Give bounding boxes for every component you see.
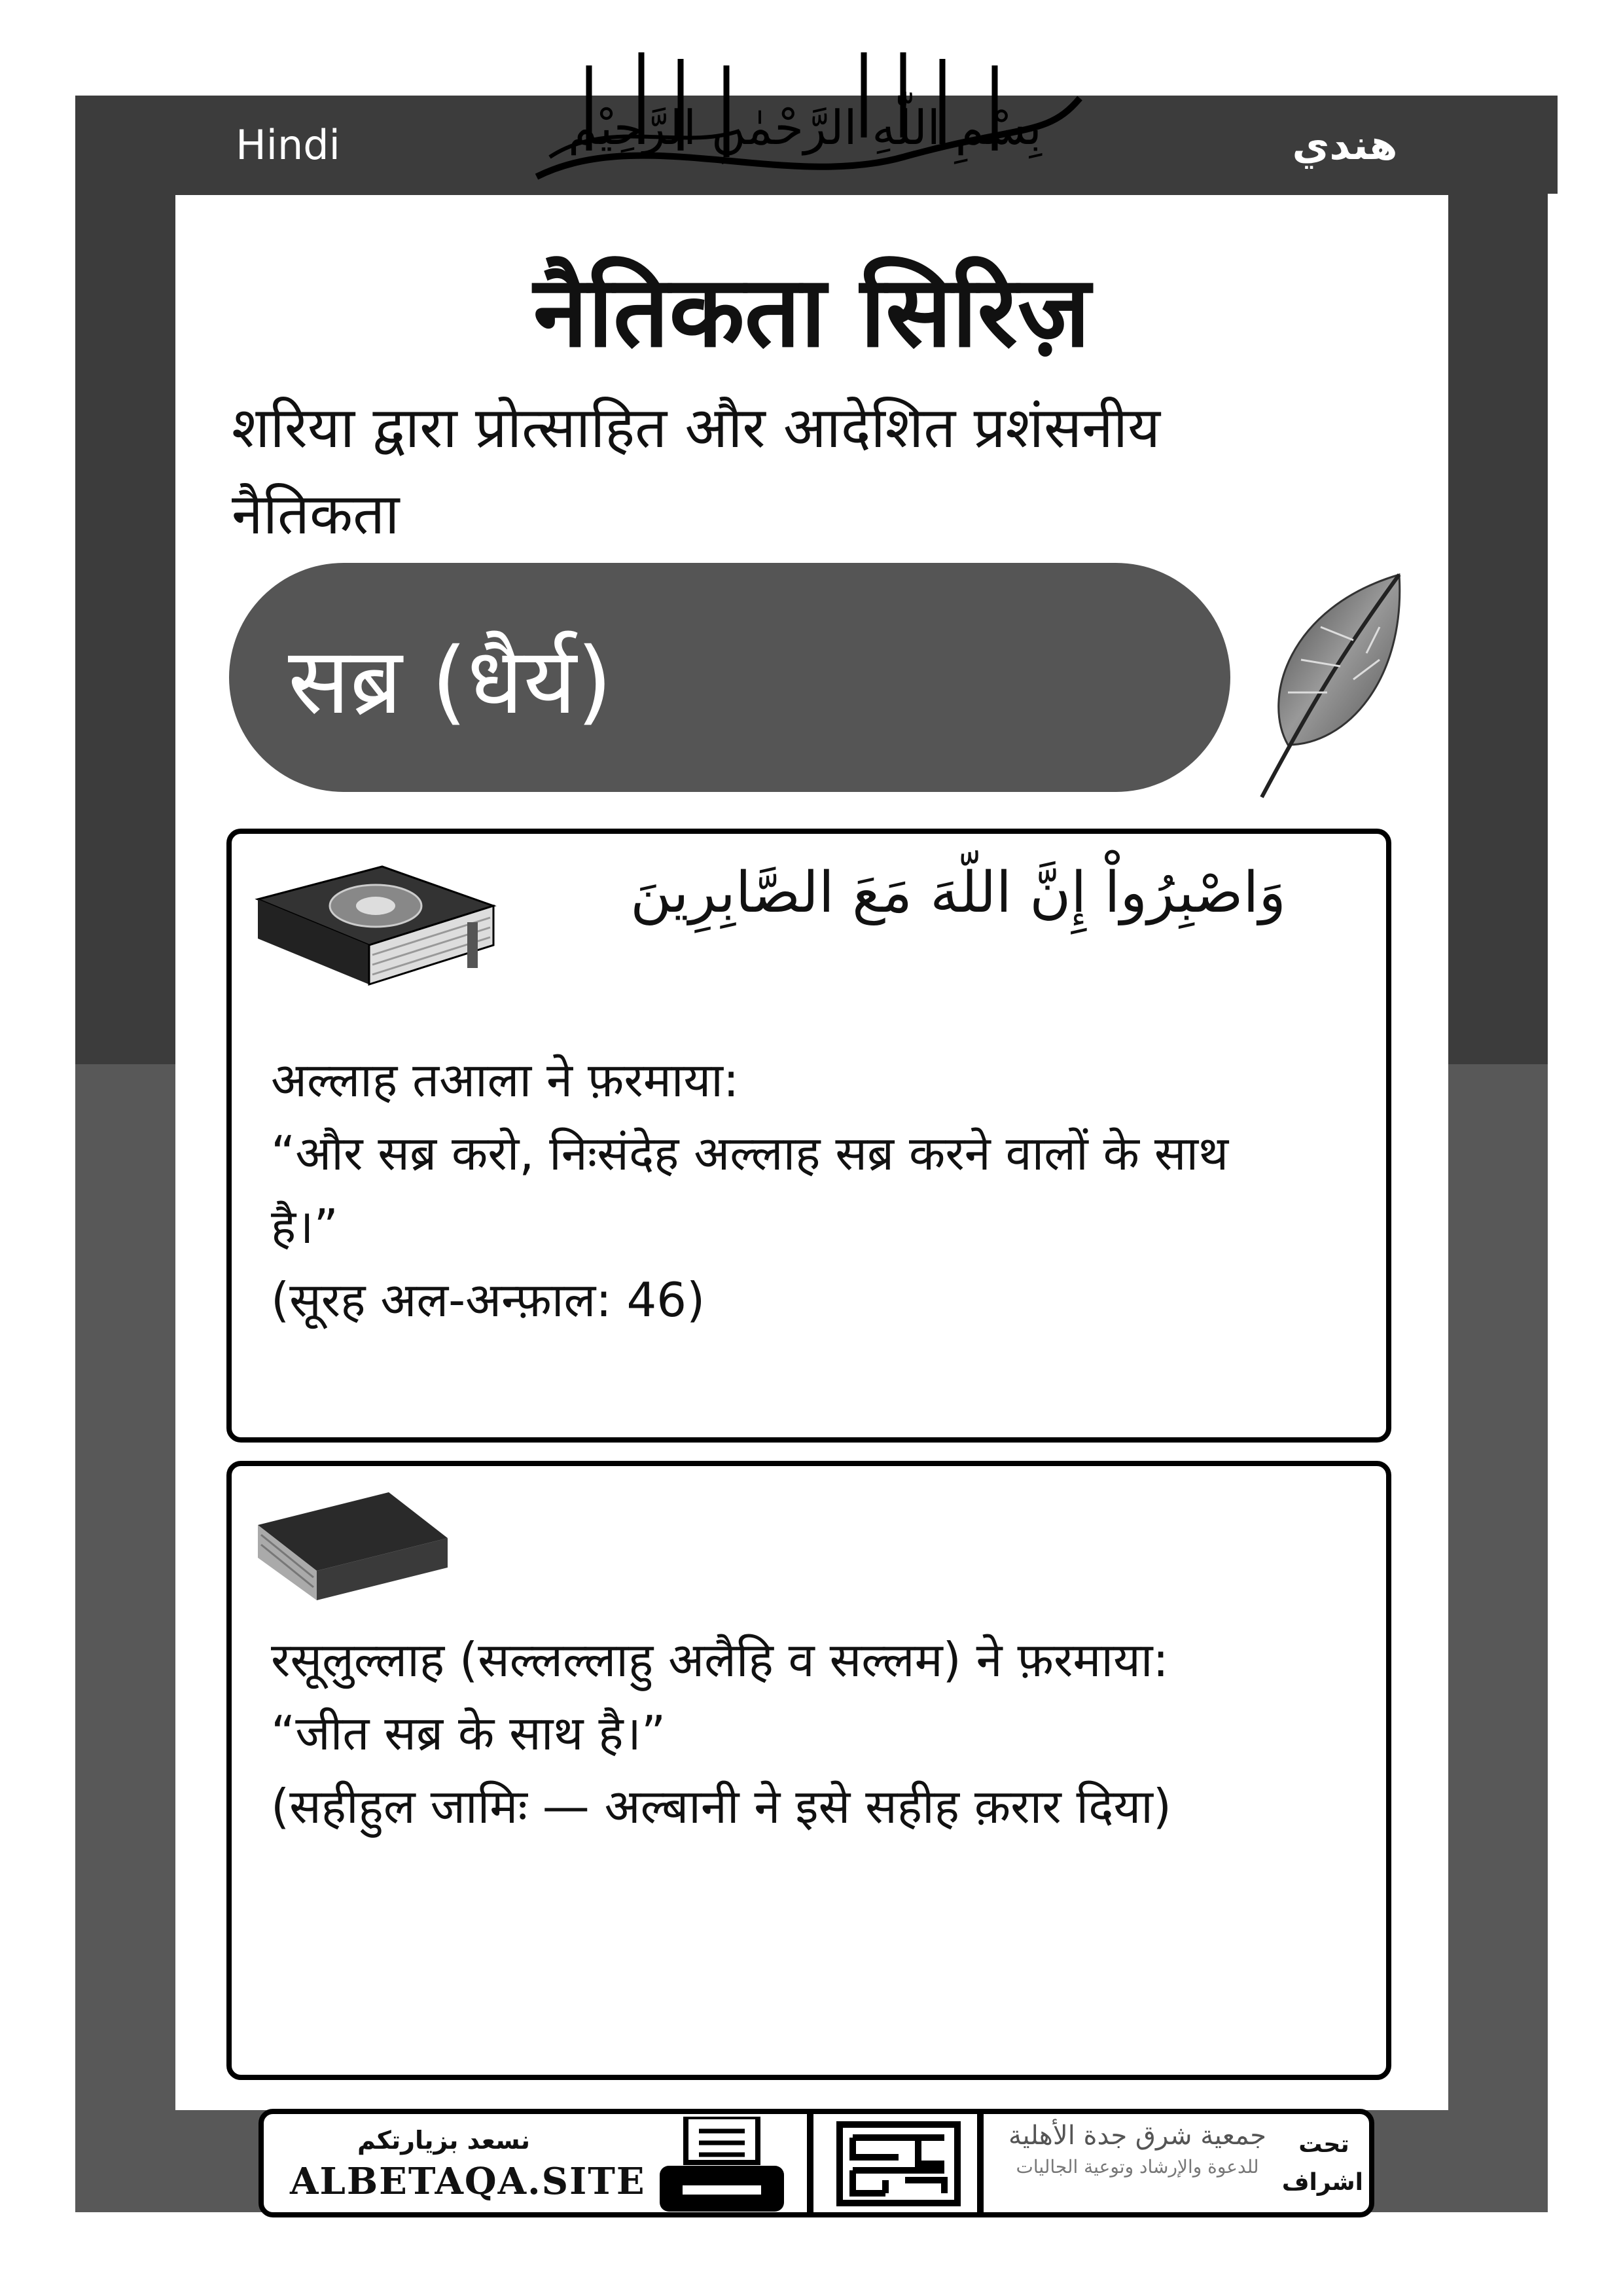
basmala-calligraphy [510,26,1099,209]
supervision-label [1281,2126,1363,2202]
hadith-reference: (सहीहुल जामिः — अल्बानी ने इसे सहीह क़रार दिया) [271,1779,1171,1834]
quran-verse-box [226,829,1391,1443]
subtitle-line-1: शरिया द्वारा प्रोत्साहित और आदेशित प्रशंसनीय [232,395,1161,461]
topic-banner [229,563,1230,792]
subtitle-line-2: नैतिकता [232,482,400,547]
hadith-intro: रसूलुल्लाह (सल्लल्लाहु अलैहि व सल्लम) ने फ़रमाया: [271,1632,1169,1687]
verse-translation [271,1043,1357,1336]
leaf-icon [1249,568,1412,810]
page-title: नैतिकता सिरिज़ [533,255,1091,369]
content-page [175,195,1448,2110]
basmala-text: بِسْمِ اللّٰهِ الرَّحْمٰنِ الرَّحِيْمِ [568,100,1042,155]
verse-reference: (सूरह अल-अन्फ़ाल: 46) [271,1272,705,1327]
hadith-quote: “जीत सब्र के साथ है।” [271,1706,666,1761]
verse-quote-line-1: “और सब्र करो, निःसंदेह अल्लाह सब्र करने वालों के साथ [271,1126,1229,1181]
topic-title: सब्र (धैर्य) [288,628,613,735]
hadith-box [226,1461,1391,2080]
page-subtitle [232,385,1410,558]
supervision-label-1: تحت [1298,2131,1349,2158]
association-name: جمعية شرق جدة الأهلية [1008,2121,1266,2151]
language-tab-arabic: هندي [1132,96,1558,194]
footer-site-link[interactable]: ALBETAQA.SITE [290,2160,646,2203]
arabic-verse: وَاصْبِرُواْ إِنَّ اللّهَ مَعَ الصَّابِرِينَ [630,860,1286,925]
hadith-text [271,1623,1357,1843]
footer-divider [807,2114,813,2212]
dawah-logo-icon [833,2118,964,2210]
verse-quote-line-2: है।” [271,1199,338,1254]
association-logo [997,2121,1278,2178]
supervision-label-2: اشراف [1281,2169,1363,2196]
hadith-book-icon [251,1486,454,1604]
verse-intro: अल्लाह तआला ने फ़रमाया: [271,1052,740,1107]
footer-slogan: نسعد بزيارتكم [357,2126,531,2155]
footer-bar [259,2109,1374,2217]
footer-divider-2 [977,2114,984,2212]
language-tab-hindi: Hindi [75,96,501,194]
quran-book-icon [251,860,500,1011]
association-subtitle: للدعوة والإرشاد وتوعية الجاليات [1016,2156,1259,2178]
printer-icon [656,2117,787,2215]
